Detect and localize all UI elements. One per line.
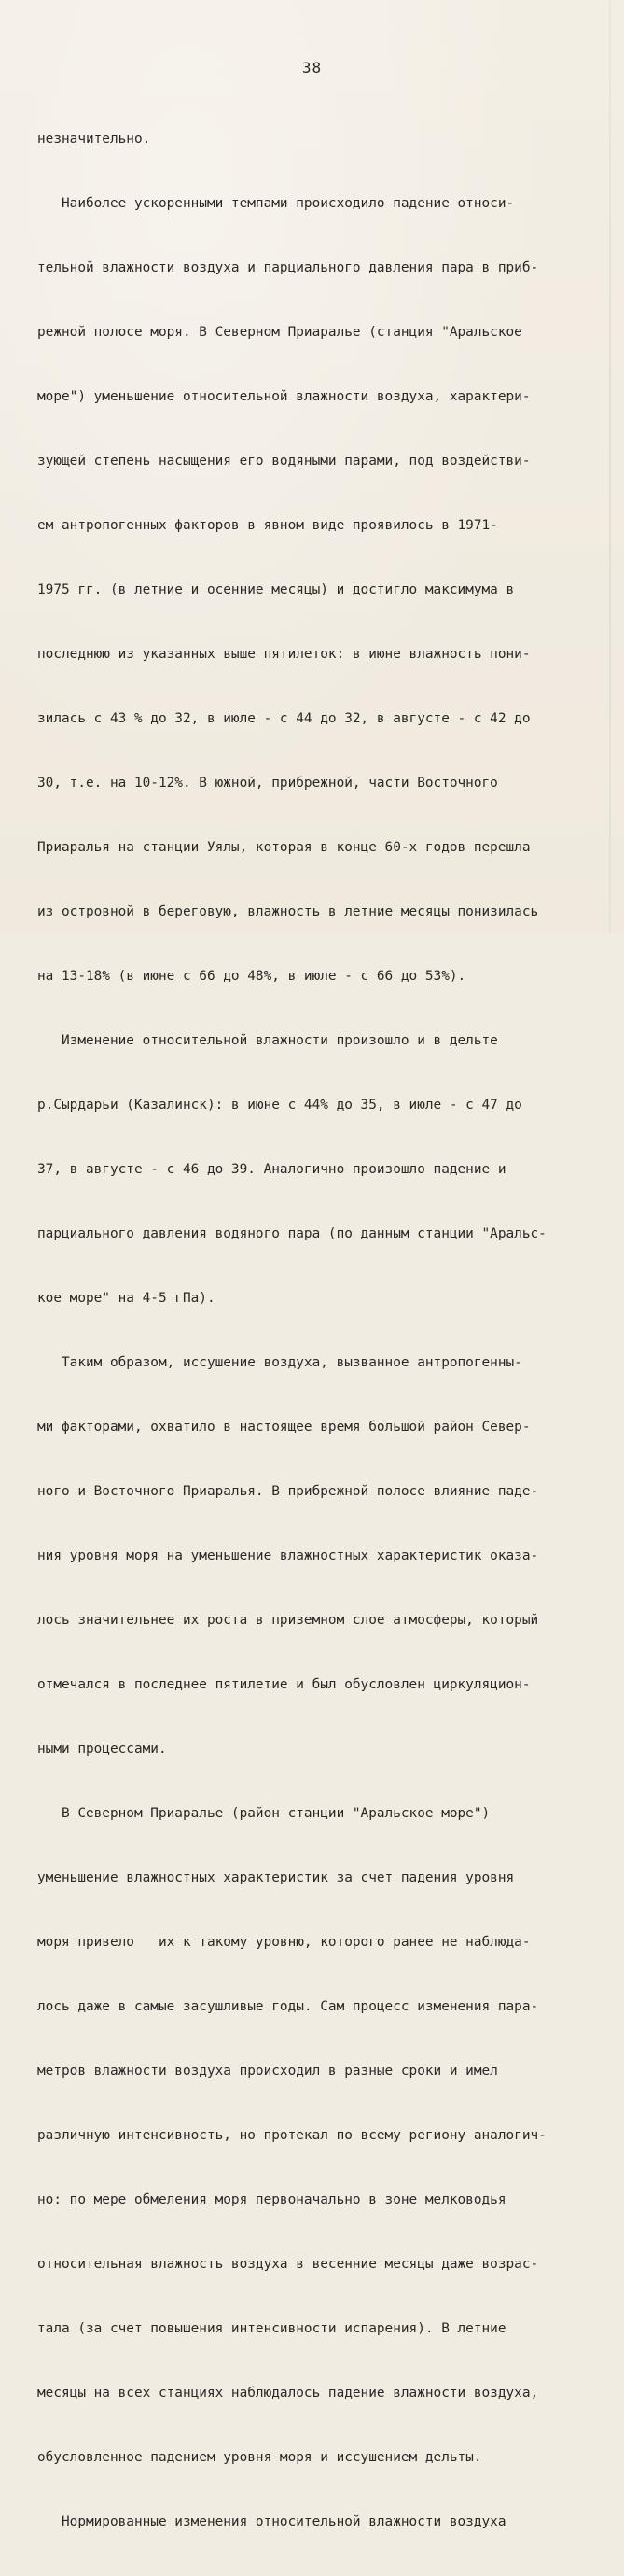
text-line: р.Сырдарьи (Казалинск): в июне с 44% до 35, в июле - с 47 до [37, 1098, 522, 1113]
text-line: В Северном Приаралье (район станции "Аральское море") [37, 1806, 491, 1821]
text-line: 30, т.е. на 10-12%. В южной, прибрежной, части Восточного [37, 776, 498, 791]
text-line: из островной в береговую, влажность в летние месяцы понизилась [37, 904, 539, 919]
page-number: 38 [301, 59, 323, 77]
text-line: метров влажности воздуха происходил в разные сроки и имел [37, 2064, 498, 2079]
text-line: моря привело их к такому уровню, которого ранее не наблюда- [37, 1935, 531, 1950]
text-line: Нормированные изменения относительной влажности воздуха [37, 2514, 506, 2529]
text-line: на 13-18% (в июне с 66 до 48%, в июле - с 66 до 53%). [37, 969, 466, 984]
text-line: тала (за счет повышения интенсивности испарения). В летние [37, 2321, 506, 2336]
text-line: последнюю из указанных выше пятилеток: в июне влажность пони- [37, 647, 531, 662]
text-line: ния уровня моря на уменьшение влажностных характеристик оказа- [37, 1548, 539, 1563]
text-line: Наиболее ускоренными темпами происходило падение относи- [37, 196, 515, 211]
text-line: 37, в августе - с 46 до 39. Аналогично произошло падение и [37, 1162, 506, 1177]
text-line: лось даже в самые засушливые годы. Сам процесс изменения пара- [37, 1999, 539, 2014]
text-line: зующей степень насыщения его водяными парами, под воздействи- [37, 454, 531, 469]
text-line: ми факторами, охватило в настоящее время большой район Север- [37, 1420, 531, 1435]
text-line: относительная влажность воздуха в весенние месяцы даже возрас- [37, 2257, 539, 2272]
text-line: море") уменьшение относительной влажности воздуха, характери- [37, 389, 531, 404]
text-line: Изменение относительной влажности произошло и в дельте [37, 1033, 498, 1048]
text-line: парциального давления водяного пара (по данным станции "Аральс- [37, 1226, 547, 1241]
text-line: зилась с 43 % до 32, в июле - с 44 до 32, в августе - с 42 до [37, 711, 531, 726]
text-line: но: по мере обмеления моря первоначально в зоне мелководья [37, 2192, 506, 2207]
text-line: отмечался в последнее пятилетие и был обусловлен циркуляцион- [37, 1677, 531, 1692]
text-line: лось значительнее их роста в приземном слое атмосферы, который [37, 1613, 539, 1628]
text-line: ем антропогенных факторов в явном виде проявилось в 1971- [37, 518, 498, 533]
text-line: ного и Восточного Приаралья. В прибрежной полосе влияние паде- [37, 1484, 539, 1499]
text-line: тельной влажности воздуха и парциального давления пара в приб- [37, 260, 539, 275]
text-line: Таким образом, иссушение воздуха, вызванное антропогенны- [37, 1355, 522, 1370]
text-line: незначительно. [37, 132, 151, 147]
text-line: месяцы на всех станциях наблюдалось падение влажности воздуха, [37, 2386, 539, 2401]
text-line: 1975 гг. (в летние и осенние месяцы) и достигло максимума в [37, 582, 515, 597]
text-line: ными процессами. [37, 1742, 167, 1757]
text-line: обусловленное падением уровня моря и иссушением дельты. [37, 2450, 482, 2465]
text-line: кое море" на 4-5 гПа). [37, 1291, 215, 1306]
page-edge-shadow [609, 0, 611, 933]
body-text [37, 86, 597, 2576]
text-line: различную интенсивность, но протекал по всему региону аналогич- [37, 2128, 547, 2143]
text-line: Приаралья на станции Уялы, которая в конце 60-х годов перешла [37, 840, 531, 855]
text-line: режной полосе моря. В Северном Приаралье (станция "Аральское [37, 325, 522, 340]
text-line: уменьшение влажностных характеристик за счет падения уровня [37, 1870, 515, 1885]
